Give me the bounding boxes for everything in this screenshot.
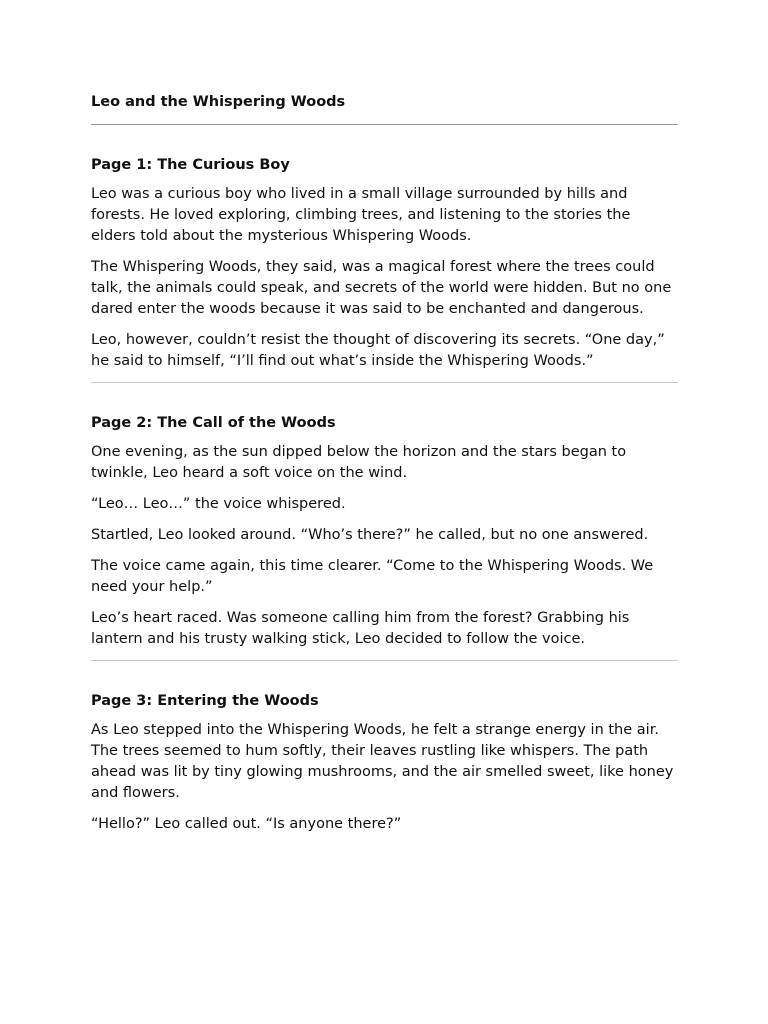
paragraph: Leo was a curious boy who lived in a small village surrounded by hills and forests. He loved exploring, climbing trees, and listening to the stories the elders told about the mysterious Whispering Woods. <box>91 186 631 244</box>
paragraph: The voice came again, this time clearer. “Come to the Whispering Woods. We need your help.” <box>91 558 654 595</box>
section-page-1 <box>91 156 678 372</box>
paragraph: “Leo… Leo…” the voice whispered. <box>91 496 346 512</box>
section-page-3 <box>91 692 678 835</box>
section-heading: Page 3: Entering the Woods <box>91 693 319 709</box>
section-heading: Page 2: The Call of the Woods <box>91 415 336 431</box>
title-divider <box>91 124 678 125</box>
paragraph: The Whispering Woods, they said, was a magical forest where the trees could talk, the animals could speak, and secrets of the world were hidden. But no one dared enter the woods because it was said to be enchanted and dangerous. <box>91 259 672 317</box>
paragraph: One evening, as the sun dipped below the horizon and the stars began to twinkle, Leo heard a soft voice on the wind. <box>91 444 627 481</box>
paragraph: Leo’s heart raced. Was someone calling him from the forest? Grabbing his lantern and his trusty walking stick, Leo decided to follow the voice. <box>91 610 630 647</box>
section-heading: Page 1: The Curious Boy <box>91 157 290 173</box>
section-divider <box>91 660 678 661</box>
paragraph: As Leo stepped into the Whispering Woods, he felt a strange energy in the air. The trees seemed to hum softly, their leaves rustling like whispers. The path ahead was lit by tiny glowing mushrooms, and the air smelled sweet, like honey and flowers. <box>91 722 674 801</box>
paragraph: Leo, however, couldn’t resist the thought of discovering its secrets. “One day,” he said to himself, “I’ll find out what’s inside the Whispering Woods.” <box>91 332 665 369</box>
section-page-2 <box>91 414 678 650</box>
paragraph: “Hello?” Leo called out. “Is anyone there?” <box>91 816 402 832</box>
section-divider <box>91 382 678 383</box>
document-title: Leo and the Whispering Woods <box>91 94 346 110</box>
paragraph: Startled, Leo looked around. “Who’s there?” he called, but no one answered. <box>91 527 649 543</box>
